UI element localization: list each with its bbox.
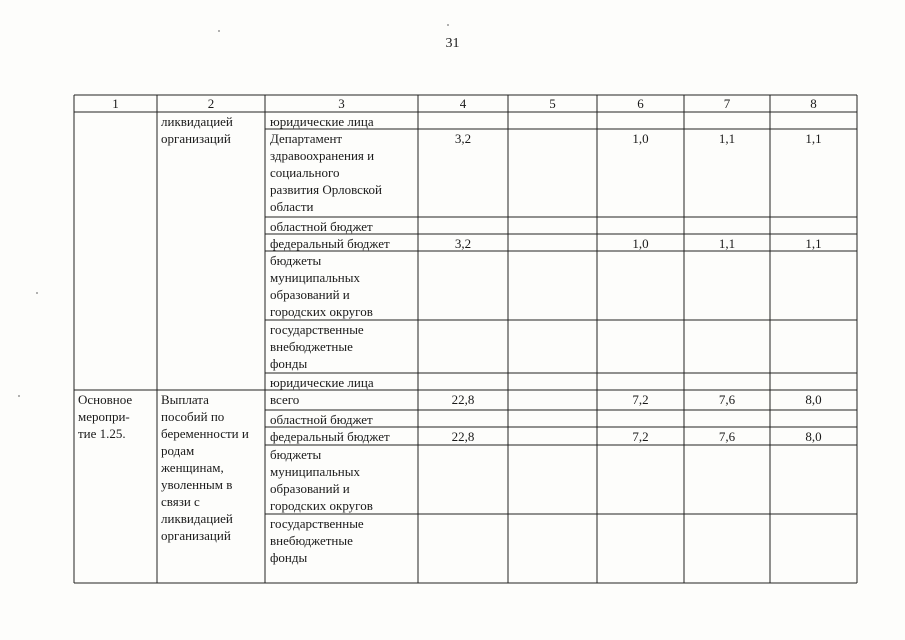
funding-source: здравоохранения и [270, 148, 375, 163]
amount-cell: 8,0 [805, 392, 822, 407]
funding-source: всего [270, 392, 300, 407]
activity-code: Основное [78, 392, 133, 407]
amount-cell: 7,2 [632, 429, 649, 444]
activity-description: пособий по [161, 409, 225, 424]
funding-source: бюджеты [270, 447, 322, 462]
funding-source: бюджеты [270, 253, 322, 268]
activity-description: ликвидацией [161, 511, 233, 526]
activity-description: организаций [161, 131, 231, 146]
amount-cell: 22,8 [451, 392, 475, 407]
funding-source: образований и [270, 481, 350, 496]
amount-cell: 1,1 [805, 131, 822, 146]
activity-description: беременности и [161, 426, 249, 441]
amount-cell: 7,6 [718, 429, 736, 444]
page-number: 31 [445, 36, 460, 51]
activity-description: женщинам, [161, 460, 224, 475]
header-cell: 2 [207, 96, 215, 111]
funding-source: государственные [270, 516, 364, 531]
funding-source: развития Орловской [270, 182, 383, 197]
funding-source: фонды [270, 550, 308, 565]
funding-source: внебюджетные [270, 339, 353, 354]
amount-cell: 1,1 [718, 236, 736, 251]
amount-cell: 8,0 [805, 429, 822, 444]
funding-source: фонды [270, 356, 308, 371]
amount-cell: 1,0 [632, 236, 649, 251]
amount-cell: 1,0 [632, 131, 649, 146]
header-cell: 7 [723, 96, 731, 111]
amount-cell: 3,2 [454, 236, 472, 251]
activity-description: связи с [161, 494, 200, 509]
header-cell: 5 [549, 96, 556, 111]
scan-speck [36, 292, 38, 294]
amount-cell: 1,1 [805, 236, 822, 251]
funding-source: федеральный бюджет [270, 236, 390, 251]
funding-source: внебюджетные [270, 533, 353, 548]
activity-description: ликвидацией [161, 114, 233, 129]
amount-cell: 3,2 [454, 131, 472, 146]
funding-source: областной бюджет [270, 412, 373, 427]
funding-source: юридические лица [270, 114, 374, 129]
activity-description: Выплата [161, 392, 209, 407]
scan-speck [18, 395, 20, 397]
funding-source: образований и [270, 287, 350, 302]
funding-source: муниципальных [270, 270, 361, 285]
amount-cell: 7,2 [632, 392, 649, 407]
funding-source: Департамент [270, 131, 343, 146]
activity-description: организаций [161, 528, 231, 543]
header-cell: 4 [459, 96, 467, 111]
funding-source: области [270, 199, 314, 214]
header-cell: 6 [637, 96, 644, 111]
header-cell: 8 [810, 96, 817, 111]
amount-cell: 1,1 [718, 131, 736, 146]
amount-cell: 22,8 [451, 429, 475, 444]
funding-source: юридические лица [270, 375, 374, 390]
activity-description: уволенным в [161, 477, 233, 492]
funding-source: муниципальных [270, 464, 361, 479]
funding-source: городских округов [270, 304, 373, 319]
amount-cell: 7,6 [718, 392, 736, 407]
header-cell: 1 [112, 96, 119, 111]
funding-source: областной бюджет [270, 219, 373, 234]
scan-speck [447, 24, 449, 26]
funding-source: социального [270, 165, 340, 180]
activity-code: тие 1.25. [78, 426, 126, 441]
funding-source: городских округов [270, 498, 373, 513]
scan-speck [218, 30, 220, 32]
funding-source: государственные [270, 322, 364, 337]
header-cell: 3 [338, 96, 345, 111]
activity-code: меропри- [78, 409, 130, 424]
activity-description: родам [161, 443, 195, 458]
funding-source: федеральный бюджет [270, 429, 390, 444]
